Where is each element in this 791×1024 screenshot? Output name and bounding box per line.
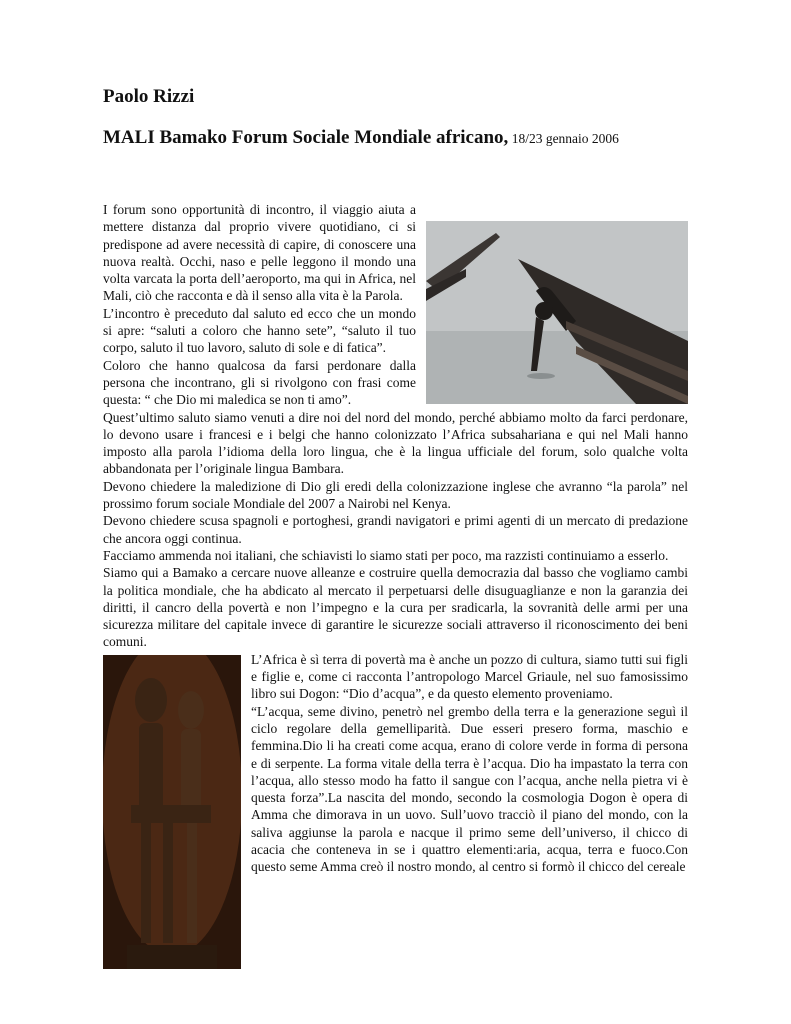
paragraph-4: Quest’ultimo saluto siamo venuti a dire noi del nord del mondo, perché abbiamo molto da farci perdonare, lo devono usare i francesi e i belgi che hanno colonizzato l’Africa subsahariana e qui nel Mali hanno imposto alla parola l’idioma della loro lingua, che è la lingua ufficiale del forum, solo qualche volta abbandonata per l’originale lingua Bambara. (103, 409, 688, 477)
document-title (103, 127, 619, 149)
canoes-photo (426, 221, 688, 404)
paragraph-6: Devono chiedere scusa spagnoli e portoghesi, grandi navigatori e primi agenti di un mercato di predazione che ancora oggi continua. (103, 513, 688, 546)
paragraph-2: L’incontro è preceduto dal saluto ed ecco che un mondo si apre: “saluti a coloro che hanno sete”, “saluto il tuo corpo, saluto il tuo lavoro, saluto di sole e di fatica”. (103, 305, 416, 356)
dogon-statue-photo (103, 655, 241, 969)
author-name: Paolo Rizzi (103, 86, 195, 107)
paragraph-8-start: Siamo qui a Bamako a cercare nuove alleanze e costruire quella democrazia dal basso che vogliamo cambi la politica mondiale, che ha abdicato al mercato il perpetuarsi delle disuguaglianze e non la garanzia dei diritti, il cancro della povertà e non l’impegno e la cura per sradicarla, la sovranità delle armi per una sicurezza militare del capitale invece di garantire le sicurezze sociali attraverso il riconoscimento dei beni comuni. (103, 565, 688, 650)
title-dates: 18/23 gennaio 2006 (508, 131, 619, 146)
paragraph-3: Coloro che hanno qualcosa da farsi perdonare dalla persona che incontrano, gli si rivolgono con frasi come questa: “ che Dio mi maledica se non ti amo”. (103, 357, 416, 408)
paragraph-1: I forum sono opportunità di incontro, il viaggio aiuta a mettere distanza dal proprio vivere quotidiano, ci si predispone ad avere necessità di capire, di conoscere una nuova realtà. Occhi, naso e pelle leggono il mondo una volta varcata la porta dell’aeroporto, ma qui in Africa, nel Mali, ciò che racconta e dà il senso alla vita è la Parola. (103, 202, 416, 304)
paragraph-9: L’Africa è sì terra di povertà ma è anche un pozzo di cultura, siamo tutti sui figli e figlie e, come ci racconta l’antropologo Marcel Griaule, nel suo famosissimo libro sui Dogon: “Dio d’acqua”, e da questo elemento proveniamo. (251, 651, 688, 702)
paragraph-7: Facciamo ammenda noi italiani, che schiavisti lo siamo stati per poco, ma razzisti continuiamo a esserlo. (103, 547, 669, 563)
title-main: MALI Bamako Forum Sociale Mondiale africano, (103, 127, 509, 148)
paragraph-10: “L’acqua, seme divino, penetrò nel grembo della terra e la generazione seguì il ciclo regolare della gemelliparità. Due esseri presero forma, maschio e femmina.Dio li ha creati come acqua, erano di colore verde in forma di persona e di serpente. La forma vitale della terra è l’acqua. Dio ha impastato la terra con l’acqua, allo stesso modo ha fatto il sangue con l’acqua, anche nella pietra vi è questa forza”.La nascita del mondo, secondo la cosmologia Dogon è opera di Amma che dimorava in un uovo. Sull’uovo tracciò il piano del mondo, con la saliva aggiunse la parola e nacque il primo seme dell’universo, il chicco di acacia che conteneva in se i quattro elementi:aria, acqua, terra e fuoco.Con questo seme Amma creò il nostro mondo, al centro si formò il chicco del cereale (251, 703, 688, 875)
paragraph-5: Devono chiedere la maledizione di Dio gli eredi della colonizzazione inglese che avranno “la parola” nel prossimo forum sociale Mondiale del 2007 a Nairobi nel Kenya. (103, 478, 688, 512)
article-body (103, 201, 688, 969)
